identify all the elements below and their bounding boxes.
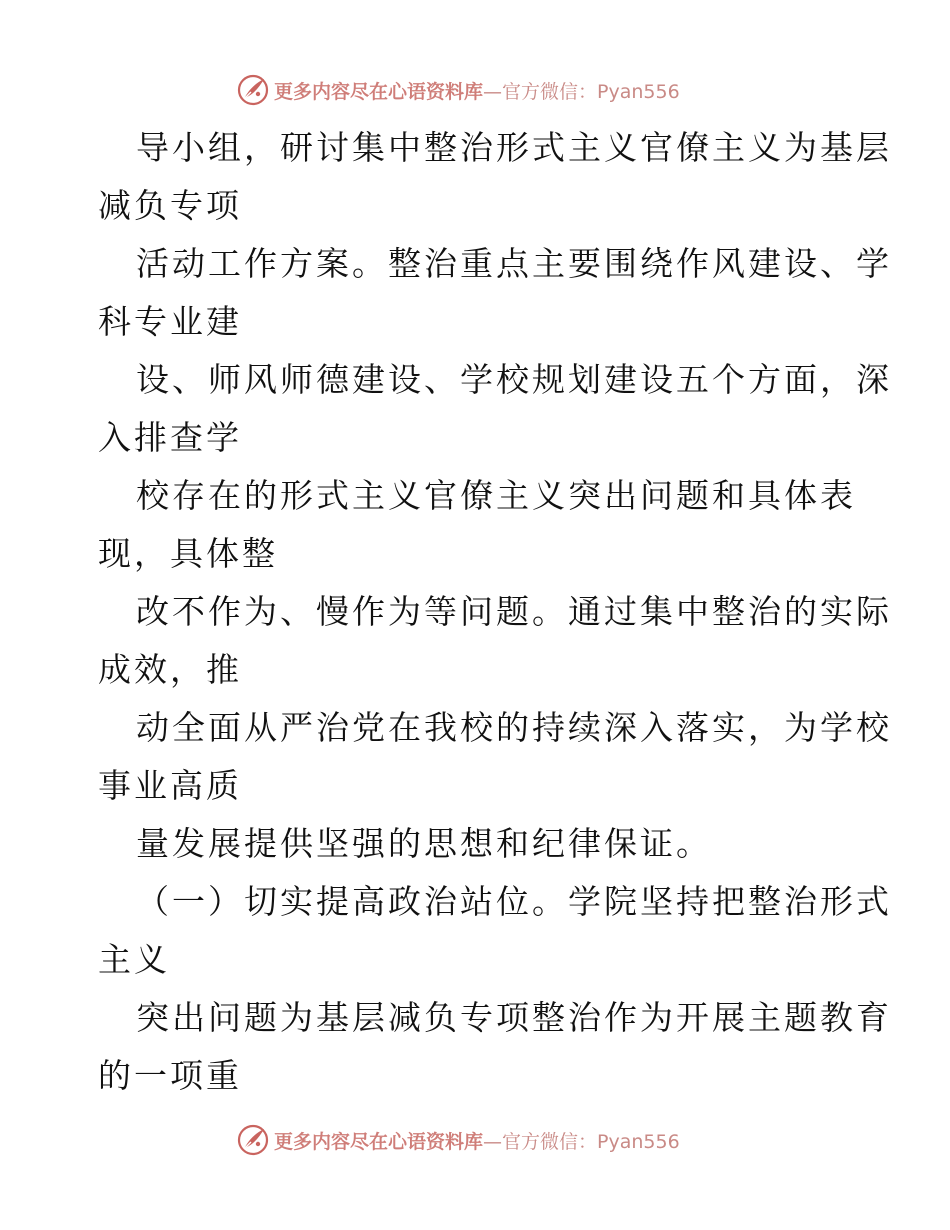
footer-watermark-id: Pyan556 [597,1130,680,1153]
body-line: 的一项重 [98,1056,242,1095]
quill-logo-icon [236,1123,270,1157]
body-line: 科专业建 [98,302,242,341]
footer-watermark-main: 更多内容尽在心语资料库 [274,1130,484,1153]
header-watermark-id: Pyan556 [597,80,680,103]
body-line: 主义 [98,940,170,979]
body-line: 动全面从严治党在我校的持续深入落实，为学校 [136,708,892,747]
footer-watermark-dash: — [483,1130,503,1153]
body-line: 活动工作方案。整治重点主要围绕作风建设、学 [136,244,892,283]
body-line: 导小组，研讨集中整治形式主义官僚主义为基层 [136,128,892,167]
header-watermark-label: 官方微信： [502,80,598,103]
body-line: 改不作为、慢作为等问题。通过集中整治的实际 [136,592,892,631]
body-line: （一）切实提高政治站位。学院坚持把整治形式 [136,882,892,921]
body-line: 校存在的形式主义官僚主义突出问题和具体表 [136,476,856,515]
body-line: 减负专项 [98,186,242,225]
body-line: 设、师风师德建设、学校规划建设五个方面，深 [136,360,892,399]
footer-watermark [236,1122,680,1158]
body-line: 事业高质 [98,766,242,805]
body-line: 现，具体整 [98,534,278,573]
header-watermark-dash: — [483,80,503,103]
footer-watermark-text [274,1127,680,1154]
body-line: 突出问题为基层减负专项整治作为开展主题教育 [136,998,892,1037]
body-line: 成效，推 [98,650,242,689]
footer-watermark-label: 官方微信： [502,1130,598,1153]
body-line: 入排查学 [98,418,242,457]
header-watermark-main: 更多内容尽在心语资料库 [274,80,484,103]
body-line: 量发展提供坚强的思想和纪律保证。 [136,824,712,863]
